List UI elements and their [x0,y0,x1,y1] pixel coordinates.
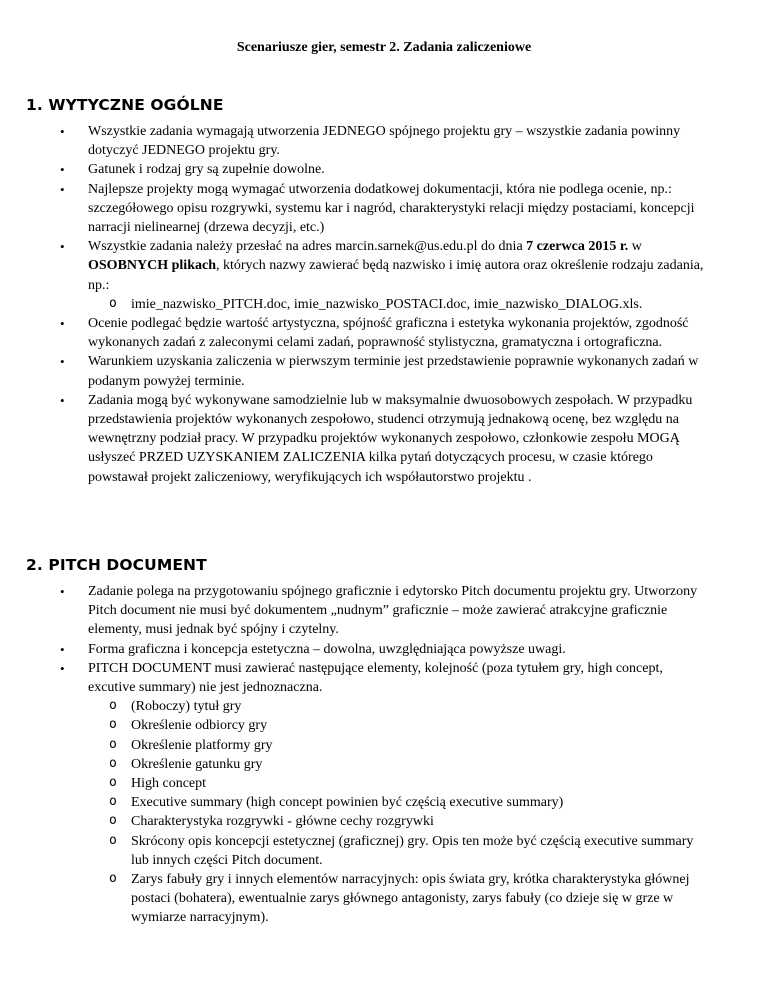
list-item: • Forma graficzna i koncepcja estetyczna – dowolna, uwzględniająca powyższe uwagi. [0,640,708,659]
list-item: • Zadania mogą być wykonywane samodzielnie lub w maksymalnie dwuosobowych zespołach. W przypadku przedstawienia projektów wykonanych zespołowo, studenci otrzymują jednakową ocenę, bez względu na wewnętrzny podział pracy. W przypadku projektów wykonanych zespołowo, członkowie zespołu MOGĄ usłyszeć PRZED UZYSKANIEM ZALICZENIA kilka pytań dotyczących procesu, w czasie którego powstawał projekt zaliczeniowy, weryfikujących ich współautorstwo projektu . [0,391,708,487]
list-item: • Zadanie polega na przygotowaniu spójnego graficznie i edytorsko Pitch documentu projektu gry. Utworzony Pitch document nie musi być dokumentem „nudnym” graficznie – może zawierać atrakcyjne graficznie elementy, musi jednak być spójny i czytelny. [0,582,708,640]
list-item: • Ocenie podlegać będzie wartość artystyczna, spójność graficzna i estetyka wykonania projektów, zgodność wykonanych zadań z zaleconymi celami zadań, poprawność stylistyczna, gramatyczna i ortograficzna. [0,314,708,352]
sub-list-item: o Skrócony opis koncepcji estetycznej (graficznej) gry. Opis ten może być częścią executive summary lub innych części Pitch document. [88,832,708,870]
deadline-date: 7 czerwca 2015 r. [526,239,629,255]
filename-example-list [88,295,708,314]
separate-files-emphasis: OSOBNYCH plikach [88,258,216,274]
filename-example: o imie_nazwisko_PITCH.doc, imie_nazwisko_POSTACI.doc, imie_nazwisko_DIALOG.xls. [88,295,708,314]
list-item: • Warunkiem uzyskania zaliczenia w pierwszym terminie jest przedstawienie poprawnie wykonanych zadań w podanym powyżej terminie. [0,352,708,390]
sub-list-item: o Zarys fabuły gry i innych elementów narracyjnych: opis świata gry, krótka charakterystyka głównej postaci (bohatera), ewentualnie zarys głównego antagonisty, zarys fabuły (co dzieje się w grze w wymiarze narracyjnym). [88,870,708,928]
pitch-elements-list [88,697,708,927]
list-item [0,237,708,314]
list-item-text: Wszystkie zadania należy przesłać na adres marcin.sarnek@us.edu.pl do dnia [88,239,527,255]
sub-list-item: o (Roboczy) tytuł gry [88,697,708,716]
sub-list-item: o High concept [88,774,708,793]
list-item: • Wszystkie zadania wymagają utworzenia JEDNEGO spójnego projektu gry – wszystkie zadania powinny dotyczyć JEDNEGO projektu gry. [0,122,708,160]
sub-list-item: o Charakterystyka rozgrywki - główne cechy rozgrywki [88,812,708,831]
guidelines-list [0,122,708,487]
section-heading-pitch-document: 2. PITCH DOCUMENT [26,556,207,574]
list-item-text: , których nazwy zawierać będą nazwisko i imię autora oraz określenie rodzaju zadania, np.: [88,258,704,293]
list-item [0,659,708,928]
list-item: • Gatunek i rodzaj gry są zupełnie dowolne. [0,160,708,179]
sub-list-item: o Określenie gatunku gry [88,755,708,774]
sub-list-item: o Określenie platformy gry [88,736,708,755]
list-item-text: PITCH DOCUMENT musi zawierać następujące elementy, kolejność (poza tytułem gry, high concept, excutive summary) nie jest jednoznaczna. [88,660,663,696]
list-item-text: w [628,239,642,255]
list-item: • Najlepsze projekty mogą wymagać utworzenia dodatkowej dokumentacji, która nie podlega ocenie, np.: szczegółowego opisu rozgrywki, systemu kar i nagród, charakterystyki relacji między postaciami, koncepcji narracji nielinearnej (drzewa decyzji, etc.) [0,180,708,238]
sub-list-item: o Określenie odbiorcy gry [88,716,708,735]
section-heading-general-guidelines: 1. WYTYCZNE OGÓLNE [26,96,224,114]
sub-list-item: o Executive summary (high concept powinien być częścią executive summary) [88,793,708,812]
document-title: Scenariusze gier, semestr 2. Zadania zaliczeniowe [236,40,532,55]
pitch-document-list [0,582,708,928]
